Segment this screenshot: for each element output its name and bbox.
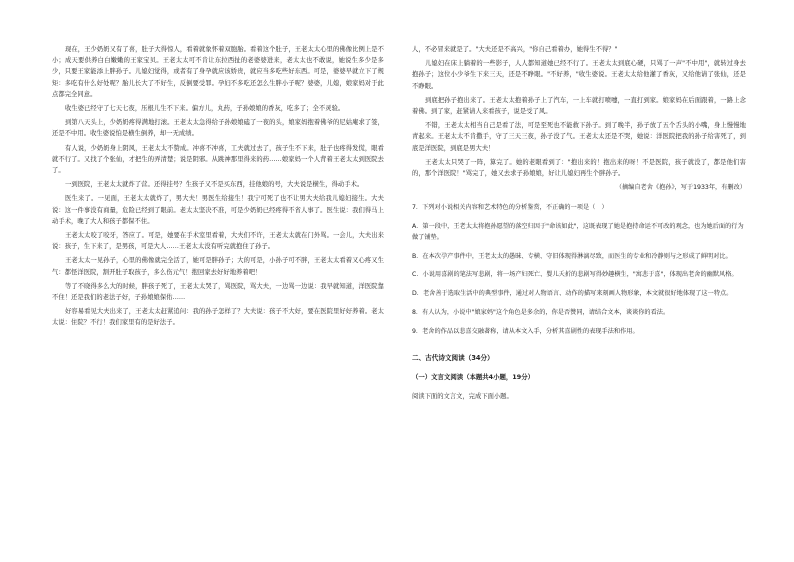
left-column — [52, 44, 384, 332]
paragraph: 等了不晓得多么大的时候，胖孩子死了，王老太太哭了，骂医院，骂大夫，一边骂一边说：我早就知道，洋医院靠不住！还是我们的老法子好，子孙娘娘保佑…… — [52, 282, 384, 302]
paragraph: 收生婆已经守了七天七夜，压根儿生不下来。偏方儿，丸药，子孙娘娘的香灰，吃多了；全不灵验。 — [65, 105, 345, 113]
paragraph: 王老太太咬了咬牙，答应了。可是，她要在手术室里看着，大夫们不许，王老太太就在门外骂。一会儿，大夫出来说：孩子，生下来了，是男孩，可是大人……王老太太没有听完就抱住了孙子。 — [52, 232, 384, 251]
paragraph: 王老太太只哭了一阵，算完了。她的老眼看到了："抱出来的！抱出来的呀！不是医院，孩子就没了，都是他们害的，那个洋医院！"骂完了，她又去求子孙娘娘，好让儿媳妇再生个胖孙子。 — [412, 158, 746, 178]
question-7: 7．下列对小说相关内容和艺术特色的分析鉴赏，不正确的一项是（ ） — [412, 204, 608, 212]
paragraph: 人，不必冒来就是了。"大夫还是不高兴，"你自己看着办，她得生不得？" — [412, 46, 618, 53]
paragraph: 有人说，少奶奶身上阴风，王老太太不赞成。冲喜不冲喜，工夫就过去了，孩子生不下来，肚子也疼得发慌，眼看就不行了。又找了个张仙，才把生的弄清楚；说是阴邪。从跳神那里得来的药……娘家妈一个人背着王老太太到医院去了。 — [52, 144, 384, 175]
instruction: 阅读下面的文言文，完成下面小题。 — [412, 392, 513, 400]
option-a: A．第一段中，王老太太将抱孙愿望的落空归因于"命该如此"，这既表现了她是抱持命运不可改的观念，也为她后面的行为做了铺垫。 — [412, 223, 744, 241]
right-column — [412, 44, 746, 400]
option-c: C．小说用喜剧的笔法写悲剧，将一场产妇死亡、婴儿夭折的悲剧写得妙趣横生，"寓悲于喜"，体现出老舍的幽默风格。 — [412, 271, 738, 279]
paragraph: 一到医院，王老太太就炸了营。还得挂号？生孩子又不是买东西，挂他娘的号，大夫说是横生，得动手术。 — [65, 181, 364, 189]
paragraph: 儿媳妇在床上躺着的一些影子，人人都知道她已经不行了。王老太太到底心硬，只骂了一声"不中用"，就转过身去抱孙子；这位小少爷生下来三天，还是不睁眼。"不好养，"收生婆说。王老太太给他灌了香灰，又给他请了张仙，还是不睁眼。 — [412, 60, 746, 90]
paragraph: 现在，王少奶奶又有了喜，肚子大得惊人，看着就象怀着双胞胎。看着这个肚子，王老太太心里的佛像比例上是不小；成天要供养白白嫩嫩的王家宝贝。王老太太可不肯让东拉西扯的老婆婆进来，老太太也不敢说，她说生多少是多少，只要王家能添上胖孙子。儿媳妇觉得，或者有了身孕就应该娇贵，就应当多吃些好东西。可是，婆婆早就立下了规矩：多吃有什么好处呢？胎儿长大了不好生，反倒要受罪。孕妇不多吃还怎么生胖小子呢？婆婆，儿媳，娘家妈对于此点都完全同意。 — [52, 46, 384, 98]
paragraph: 到第八天头上，少奶奶疼得满地打滚。王老太太急得给子孙娘娘磕了一夜的头，娘家妈抱着佛爷的尼姑庵求了签，还是不中用。收生婆说怕是横生倒养，却一无成绩。 — [52, 119, 384, 138]
paragraph: 王老太太一见孙子，心里的佛像就完全活了，她可是胖孙子；大的可是，小孙子可不胖，王老太太看着又心疼又生气：都怪洋医院，割开肚子取孩子，多么伤元气！抱回家去好好地养着吧！ — [52, 257, 384, 276]
paragraph: 医生来了。一见面，王老太太就炸了，男大夫！男医生给接生！我宁可死了也不让男大夫给我儿媳妇接生。大夫说：这一件事没有商量，危险已经到了眼前。老太太坚决不准，可是少奶奶已经疼得不省人事了。医生说：我们得马上动手术，晚了大人和孩子都保不住。 — [52, 195, 384, 225]
subsection-title: （一）文言文阅读（本题共4小题，19分） — [412, 372, 534, 381]
paragraph: 好容易看见大夫出来了，王老太太赶紧追问：我的孙子怎样了？大夫说：孩子不大好，要在医院里好好养着。老太太说：住院？不行！我们家里有的是好法子。 — [52, 308, 384, 327]
source-note: （摘编自老舍《抱孙》，写于1933年，有删改） — [615, 184, 746, 192]
option-b: B．在本次孕产事件中，王老太太的愚昧、专横、守旧体现得淋漓尽致，而医生的专业和冷静则与之形成了鲜明对比。 — [412, 252, 732, 260]
paragraph: 到底把孙子抱出来了。王老太太抱着孙子上了汽车，一上车就打喷嚏，一直打到家。娘家妈在后面跟着，一路上念着佛。到了家，赶紧请人来看孩子，说是受了风。 — [412, 96, 746, 116]
question-8: 8．有人认为，小说中"娘家妈"这个角色是多余的，你是否赞同，请结合文本，谈谈你的看法。 — [412, 309, 670, 317]
section-title: 二、古代诗文阅读（34分） — [412, 353, 494, 362]
question-9: 9．老舍的作品以悲喜交融著称，请从本文入手，分析其喜剧性的表现手法和作用。 — [412, 327, 639, 335]
paragraph: 不错，王老太太相当自己是看了法，可是至死也不能救下孙子。到了晚半，孙子放了五个舌头的小嘴，身上慢慢地青起来。王老太太不肯撒手，守了三天三夜，孙子没了气。王老太太还是不哭，她说：洋医院把我的孙子给害死了，到底是洋医院，到底是男大夫！ — [412, 122, 746, 152]
option-d: D．老舍善于选取生活中的典型事件，通过对人物语言、动作的描写来刻画人物形象，本文就很好地体现了这一特点。 — [412, 290, 733, 298]
